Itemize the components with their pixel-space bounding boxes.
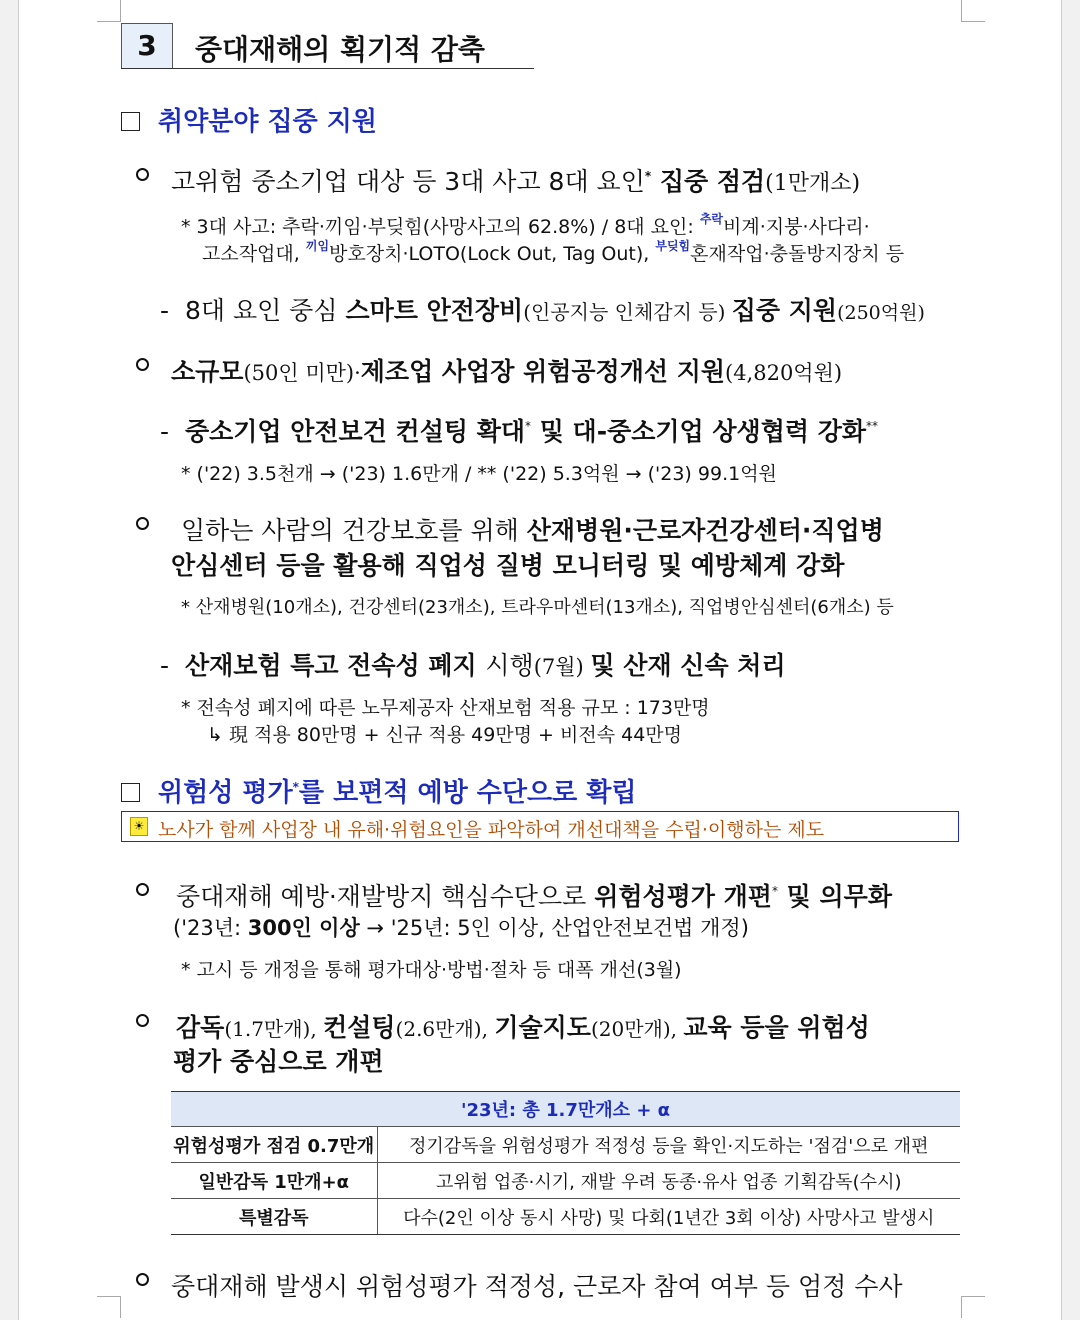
part1-note1-line2: 고소작업대, $^{끼임}$방호장치·LOTO(Lock Out, Tag Out), $^{부딪힘}$혼재작업·충돌방지장치 등 xyxy=(202,239,905,265)
part1-note2: * ('22) 3.5천개 → ('23) 1.6만개 / ** ('22) 5.3억원 → ('23) 99.1억원 xyxy=(181,463,777,485)
part1-bullet3-line1: 일하는 사람의 건강보호를 위해 산재병원·근로자건강센터·직업병 xyxy=(181,516,884,545)
crop-mark xyxy=(961,1296,985,1318)
checkbox-square-icon xyxy=(121,112,140,131)
part1-bullet2: 소규모(50인 미만)·제조업 사업장 위험공정개선 지원(4,820억원) xyxy=(171,357,843,386)
part1-note4-line2: ↳ 現 적용 80만명 + 신규 적용 49만명 + 비전속 44만명 xyxy=(207,724,682,746)
part2-bullet3: 중대재해 발생시 위험성평가 적정성, 근로자 참여 여부 등 엄정 수사 xyxy=(171,1272,903,1301)
part2-bullet2-line1: 감독(1.7만개), 컨설팅(2.6만개), 기술지도(20만개), 교육 등을 위험성 xyxy=(176,1013,870,1042)
bullet-circle-icon xyxy=(136,1273,149,1293)
table-cell-label: 일반감독 1만개+α xyxy=(171,1163,377,1199)
part1-dash1: - 8대 요인 중심 스마트 안전장비(인공지능 인체감지 등) 집중 지원(250억원) xyxy=(160,296,925,325)
table-header-row xyxy=(171,1092,960,1127)
definition-text: 노사가 함께 사업장 내 유해·위험요인을 파악하여 개선대책을 수립·이행하는 제도 xyxy=(158,819,825,841)
part1-dash2: - 중소기업 안전보건 컨설팅 확대* 및 대-중소기업 상생협력 강화** xyxy=(160,417,878,446)
part2-bullet1-line2: ('23년: 300인 이상 → '25년: 5인 이상, 산업안전보건법 개정) xyxy=(173,916,749,940)
part1-note4-line1: * 전속성 폐지에 따른 노무제공자 산재보험 적용 규모 : 173만명 xyxy=(181,697,710,719)
part1-heading: 취약분야 집중 지원 xyxy=(121,101,377,138)
bullet-circle-icon xyxy=(136,517,149,537)
part1-note1-line1: * 3대 사고: 추락·끼임·부딪힘(사망사고의 62.8%) / 8대 요인: $^{추락}$비계·지붕·사다리· xyxy=(181,212,870,238)
section-title: 중대재해의 획기적 감축 xyxy=(195,33,485,66)
part1-dash3: - 산재보험 특고 전속성 폐지 시행(7월) 및 산재 신속 처리 xyxy=(160,651,786,680)
section-underline xyxy=(121,68,534,69)
table-cell-desc: 고위험 업종·시기, 재발 우려 동종·유사 업종 기획감독(수시) xyxy=(377,1163,960,1199)
part1-note3: * 산재병원(10개소), 건강센터(23개소), 트라우마센터(13개소), 직업병안심센터(6개소) 등 xyxy=(181,597,894,618)
bullet-circle-icon xyxy=(136,1014,149,1034)
table-row xyxy=(171,1127,960,1163)
table-header: '23년: 총 1.7만개소 + α xyxy=(171,1092,960,1127)
table-cell-label: 특별감독 xyxy=(171,1199,377,1235)
crop-mark xyxy=(97,1296,121,1318)
part2-note1: * 고시 등 개정을 통해 평가대상·방법·절차 등 대폭 개선(3월) xyxy=(181,959,682,981)
table-cell-label: 위험성평가 점검 0.7만개 xyxy=(171,1127,377,1163)
table-row xyxy=(171,1163,960,1199)
inspection-table xyxy=(171,1091,960,1235)
definition-box xyxy=(121,811,959,842)
part1-bullet1: 고위험 중소기업 대상 등 3대 사고 8대 요인* 집중 점검(1만개소) xyxy=(171,167,861,196)
part2-heading: 위험성 평가*를 보편적 예방 수단으로 확립 xyxy=(121,772,637,809)
crop-mark xyxy=(961,0,985,22)
part1-bullet3-line2: 안심센터 등을 활용해 직업성 질병 모니터링 및 예방체계 강화 xyxy=(171,551,845,580)
part2-bullet2-line2: 평가 중심으로 개편 xyxy=(173,1047,384,1076)
lightbulb-icon: ☀ xyxy=(130,817,148,836)
crop-mark xyxy=(97,0,121,22)
bullet-circle-icon xyxy=(136,358,149,378)
checkbox-square-icon xyxy=(121,783,140,802)
bullet-circle-icon xyxy=(136,883,149,903)
table-cell-desc: 정기감독을 위험성평가 적정성 등을 확인·지도하는 '점검'으로 개편 xyxy=(377,1127,960,1163)
bullet-circle-icon xyxy=(136,168,149,188)
table-cell-desc: 다수(2인 이상 동시 사망) 및 다회(1년간 3회 이상) 사망사고 발생시 xyxy=(377,1199,960,1235)
section-number: 3 xyxy=(121,23,173,69)
table-row xyxy=(171,1199,960,1235)
part2-bullet1-line1: 중대재해 예방·재발방지 핵심수단으로 위험성평가 개편* 및 의무화 xyxy=(176,882,892,911)
